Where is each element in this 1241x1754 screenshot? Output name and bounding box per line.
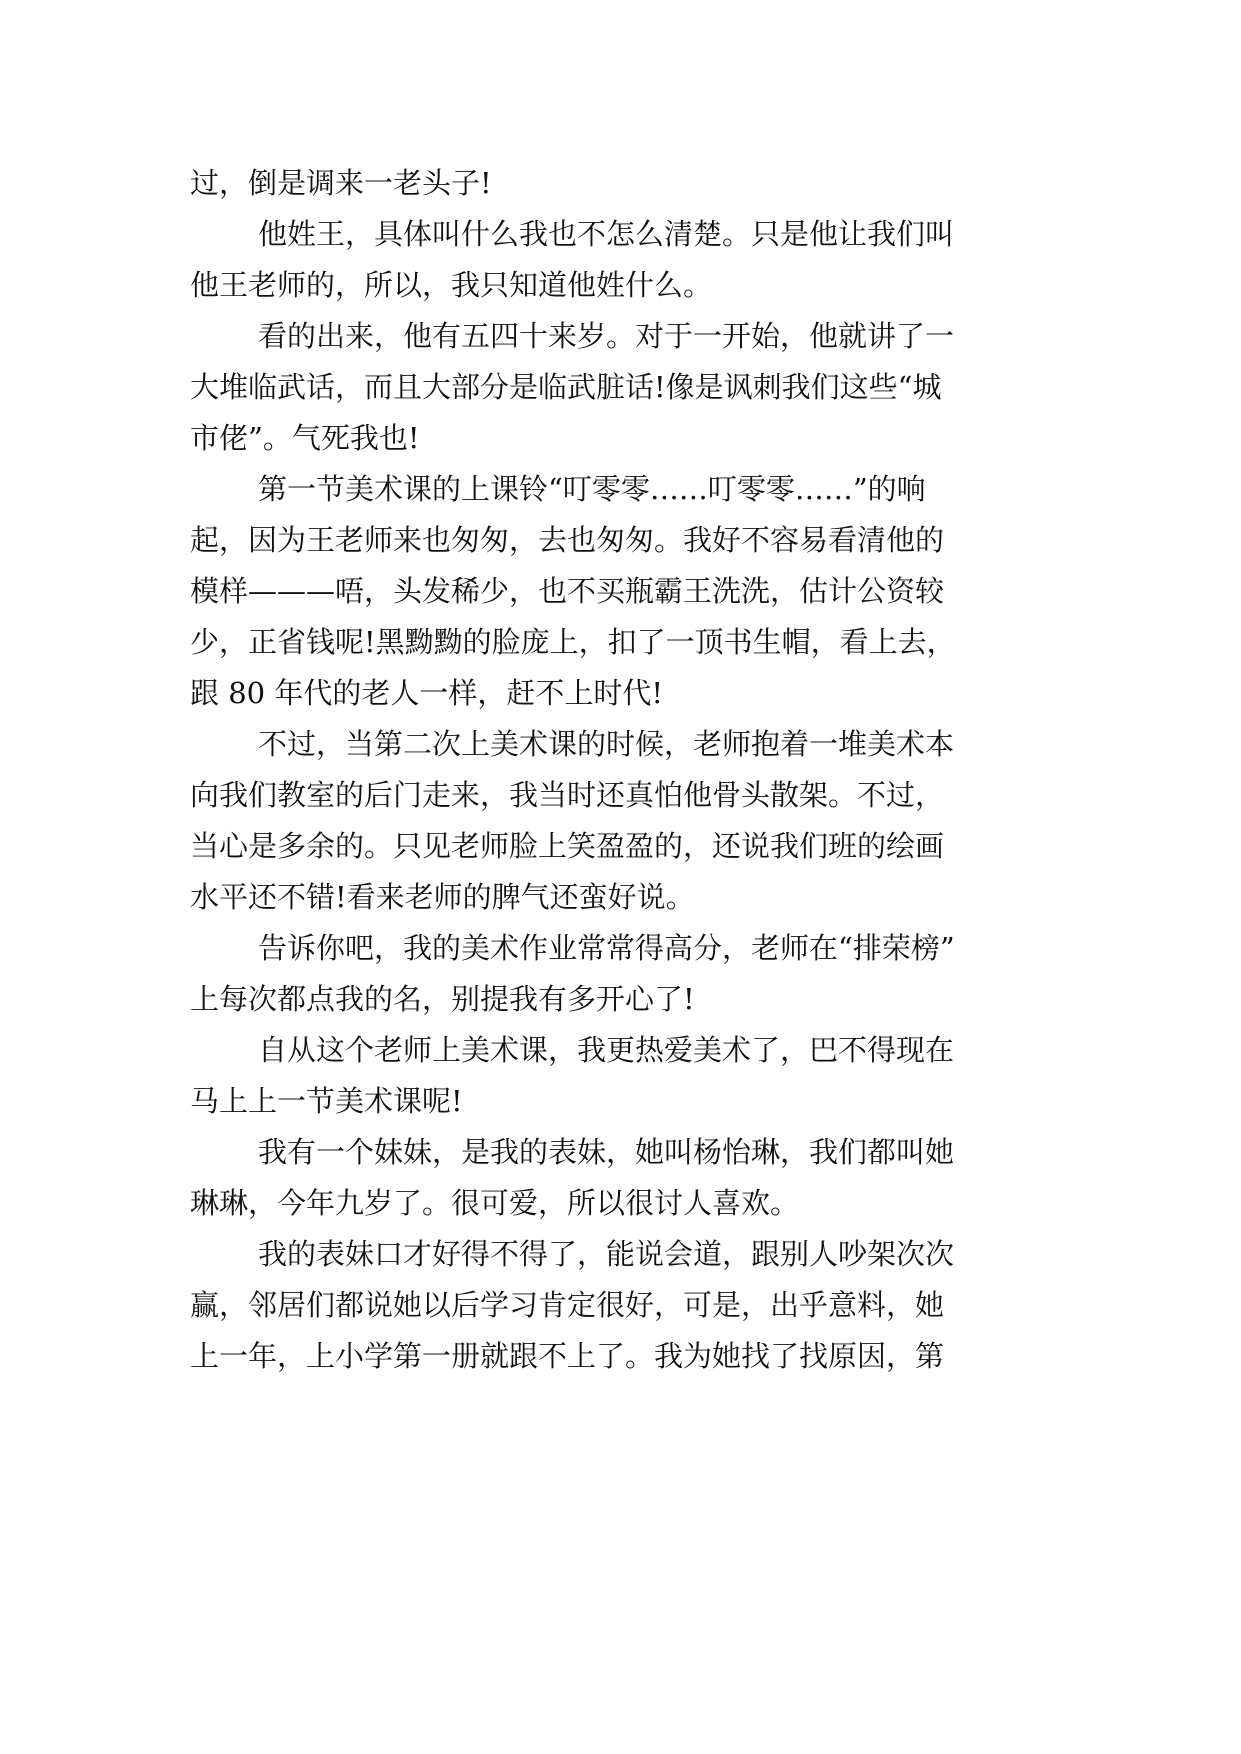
text-line: 马上上一节美术课呢! [190, 1084, 463, 1118]
paragraph-start-line: 他姓王，具体叫什么我也不怎么清楚。只是他让我们叫 [258, 217, 955, 251]
text-line: 赢，邻居们都说她以后学习肯定很好，可是，出乎意料，她 [190, 1288, 945, 1322]
text-line: 上每次都点我的名，别提我有多开心了! [190, 982, 695, 1016]
paragraph-start-line: 我的表妹口才好得不得了，能说会道，跟别人吵架次次 [258, 1237, 955, 1271]
text-line: 市佬”。气死我也! [190, 421, 420, 455]
text-line: 水平还不错!看来老师的脾气还蛮好说。 [190, 880, 695, 914]
text-line: 上一年，上小学第一册就跟不上了。我为她找了找原因，第 [190, 1339, 945, 1373]
paragraph-start-line: 看的出来，他有五四十来岁。对于一开始，他就讲了一 [258, 319, 955, 353]
text-line: 大堆临武话，而且大部分是临武脏话!像是讽刺我们这些“城 [190, 370, 942, 404]
text-line: 起，因为王老师来也匆匆，去也匆匆。我好不容易看清他的 [190, 523, 945, 557]
text-line: 过，倒是调来一老头子! [190, 166, 492, 200]
text-line: 当心是多余的。只见老师脸上笑盈盈的，还说我们班的绘画 [190, 829, 945, 863]
text-line: 琳琳，今年九岁了。很可爱，所以很讨人喜欢。 [190, 1186, 800, 1220]
text-line: 少，正省钱呢!黑黝黝的脸庞上，扣了一顶书生帽，看上去， [190, 625, 956, 659]
text-line: 他王老师的，所以，我只知道他姓什么。 [190, 268, 713, 302]
paragraph-start-line: 我有一个妹妹，是我的表妹，她叫杨怡琳，我们都叫她 [258, 1135, 955, 1169]
paragraph-start-line: 告诉你吧，我的美术作业常常得高分，老师在“排荣榜” [258, 931, 955, 965]
text-line: 向我们教室的后门走来，我当时还真怕他骨头散架。不过， [190, 778, 945, 812]
paragraph-start-line: 不过，当第二次上美术课的时候，老师抱着一堆美术本 [258, 727, 955, 761]
paragraph-start-line: 第一节美术课的上课铃“叮零零……叮零零……”的响 [258, 472, 926, 506]
text-line: 模样———唔，头发稀少，也不买瓶霸王洗洗，估计公资较 [190, 574, 945, 608]
text-line: 跟 80 年代的老人一样，赶不上时代! [190, 676, 663, 710]
paragraph-start-line: 自从这个老师上美术课，我更热爱美术了，巴不得现在 [258, 1033, 955, 1067]
